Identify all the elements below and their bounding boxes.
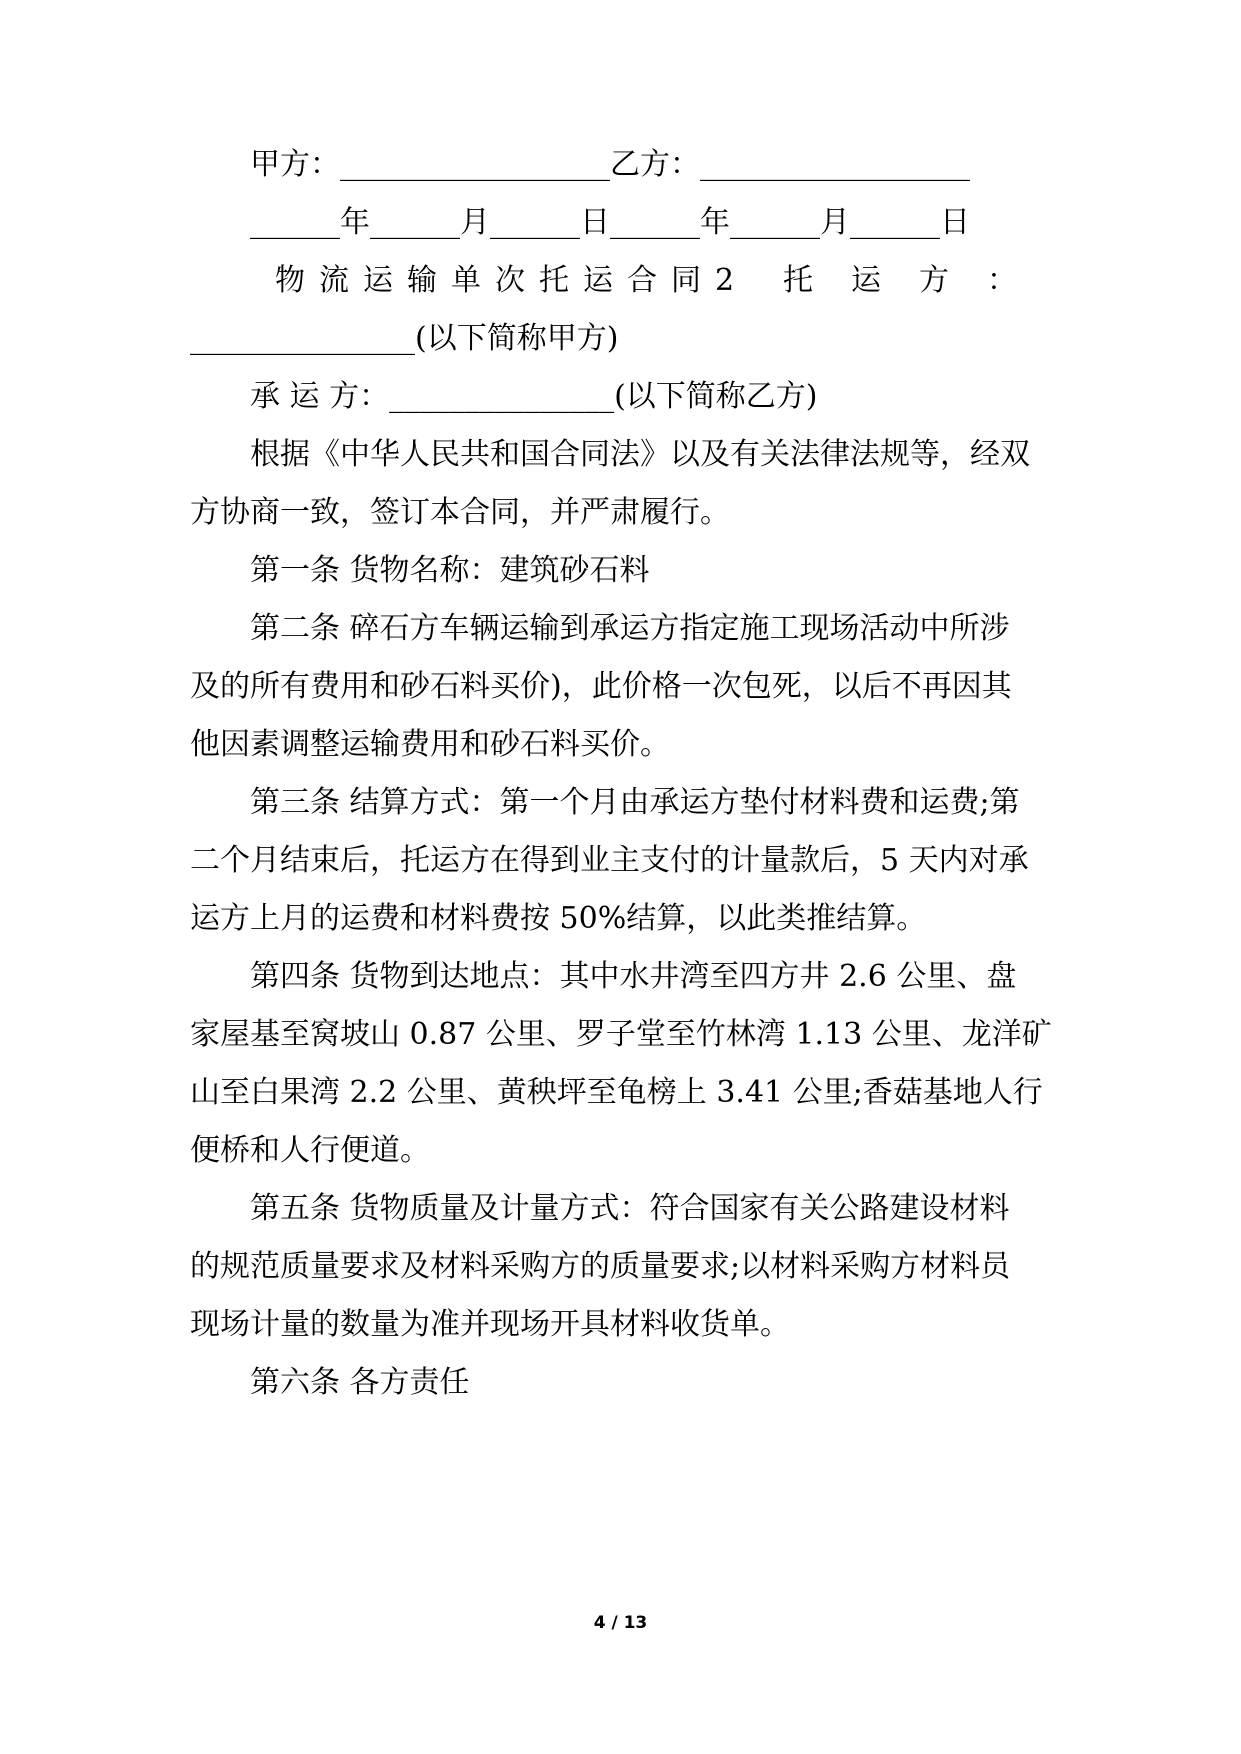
paragraph-line: 方协商一致，签订本合同，并严肃履行。 xyxy=(190,495,730,530)
consignor-label: 托运方： xyxy=(783,263,1055,298)
article-3-line: 运方上月的运费和材料费按 50%结算，以此类推结算。 xyxy=(190,901,927,936)
paragraph-line: 根据《中华人民共和国合同法》以及有关法律法规等，经双 xyxy=(250,437,1030,472)
article-4-line: 山至白果湾 2.2 公里、黄秧坪至龟榜上 3.41 公里;香菇基地人行 xyxy=(190,1075,1043,1110)
page-number: 4 / 13 xyxy=(593,1613,648,1633)
article-3-line: 第三条 结算方式：第一个月由承运方垫付材料费和运费;第 xyxy=(250,785,1020,820)
article-4-line: 第四条 货物到达地点：其中水井湾至四方井 2.6 公里、盘 xyxy=(250,959,1017,994)
article-5-line: 第五条 货物质量及计量方式：符合国家有关公路建设材料 xyxy=(250,1191,1010,1226)
article-1-line: 第一条 货物名称：建筑砂石料 xyxy=(250,553,650,588)
party-line: 甲方：__________________乙方：__________________ xyxy=(250,147,970,182)
title-line xyxy=(275,261,1055,301)
carrier-line: 承 运 方：_______________(以下简称乙方) xyxy=(250,379,818,414)
article-5-line: 现场计量的数量为准并现场开具材料收货单。 xyxy=(190,1307,790,1342)
article-4-line: 便桥和人行便道。 xyxy=(190,1133,430,1168)
consignor-blank-line: _______________(以下简称甲方) xyxy=(190,321,619,356)
article-6-line: 第六条 各方责任 xyxy=(250,1365,470,1400)
article-2-line: 及的所有费用和砂石料买价)，此价格一次包死，以后不再因其 xyxy=(190,669,1012,704)
article-2-line: 他因素调整运输费用和砂石料买价。 xyxy=(190,727,670,762)
article-3-line: 二个月结束后，托运方在得到业主支付的计量款后，5 天内对承 xyxy=(190,843,1029,878)
article-5-line: 的规范质量要求及材料采购方的质量要求;以材料采购方材料员 xyxy=(190,1249,1011,1284)
article-2-line: 第二条 碎石方车辆运输到承运方指定施工现场活动中所涉 xyxy=(250,611,1010,646)
article-4-line: 家屋基至窝坡山 0.87 公里、罗子堂至竹林湾 1.13 公里、龙洋矿 xyxy=(190,1017,1052,1052)
contract-title: 物流运输单次托运合同2 xyxy=(275,263,749,298)
date-line: ______年______月______日______年______月______日 xyxy=(250,205,970,240)
